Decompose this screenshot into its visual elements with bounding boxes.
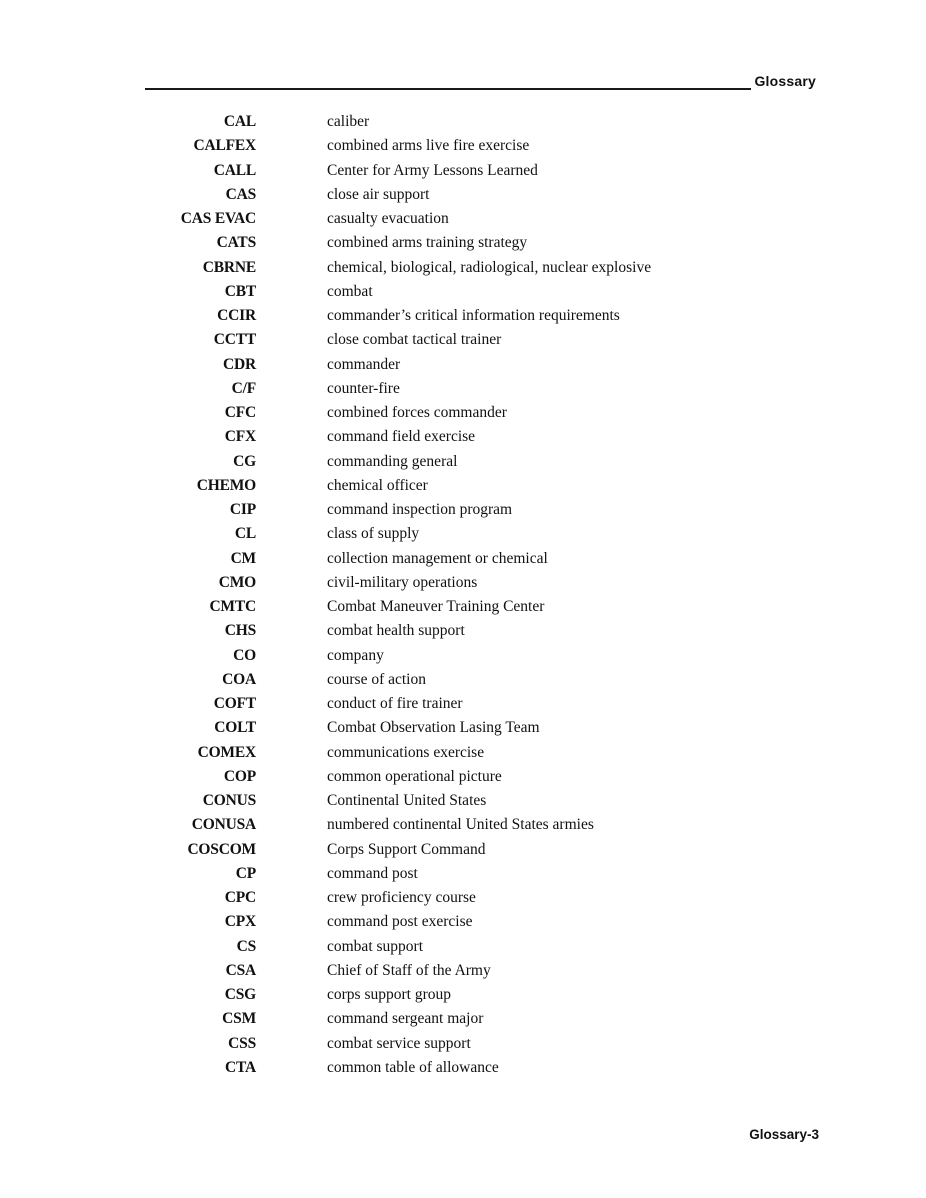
glossary-entry [0,329,926,353]
glossary-definition: command post exercise [327,913,473,931]
glossary-definition: course of action [327,670,426,688]
glossary-term: CS [236,937,256,955]
glossary-entry [0,984,926,1008]
glossary-term: CHS [224,622,256,640]
glossary-term: CCIR [217,307,256,324]
glossary-entry [0,766,926,790]
glossary-term: CBRNE [202,258,256,276]
glossary-definition: Center for Army Lessons Learned [327,161,538,179]
glossary-term: CP [235,864,256,882]
glossary-term: CAS EVAC [180,210,256,227]
glossary-definition: casualty evacuation [327,210,449,227]
glossary-term: COLT [214,719,256,737]
glossary-term: CONUSA [191,816,256,834]
glossary-definition: common table of allowance [327,1058,499,1076]
glossary-definition: corps support group [327,986,451,1003]
glossary-entry [0,257,926,281]
glossary-entry [0,911,926,935]
glossary-term: COP [223,767,256,785]
glossary-entry [0,645,926,669]
glossary-definition: civil-military operations [327,573,478,591]
glossary-entry [0,790,926,814]
glossary-entry [0,548,926,572]
glossary-term: CSA [225,961,256,979]
glossary-definition: communications exercise [327,743,485,761]
glossary-term: CONUS [202,792,256,809]
glossary-definition: Chief of Staff of the Army [327,961,491,979]
glossary-term: CTA [225,1058,256,1076]
glossary-term: CAL [223,113,256,130]
glossary-list [0,111,926,1081]
glossary-definition: Combat Observation Lasing Team [327,719,540,737]
glossary-definition: combat [327,282,373,300]
glossary-definition: common operational picture [327,767,502,785]
glossary-entry [0,281,926,305]
glossary-definition: Corps Support Command [327,840,486,858]
glossary-term: CMTC [209,598,256,615]
glossary-term: COFT [213,695,256,712]
glossary-entry [0,1057,926,1081]
glossary-definition: class of supply [327,525,420,543]
glossary-definition: crew proficiency course [327,889,476,906]
glossary-term: CL [234,525,256,543]
glossary-entry [0,523,926,547]
glossary-entry [0,184,926,208]
glossary-term: CCTT [213,331,256,349]
glossary-definition: combined arms training strategy [327,234,528,252]
glossary-entry [0,208,926,232]
glossary-entry [0,378,926,402]
page-header-title: Glossary [754,73,816,89]
glossary-entry [0,305,926,329]
glossary-definition: combat health support [327,622,465,640]
glossary-term: COSCOM [187,840,256,858]
glossary-definition: combat support [327,937,423,955]
glossary-term: CAS [225,185,256,203]
glossary-definition: collection management or chemical [327,549,548,567]
glossary-entry [0,160,926,184]
glossary-entry [0,814,926,838]
glossary-definition: close combat tactical trainer [327,331,502,349]
glossary-term: CDR [223,355,256,373]
glossary-entry [0,863,926,887]
glossary-entry [0,693,926,717]
glossary-definition: numbered continental United States armies [327,816,594,834]
glossary-entry [0,499,926,523]
glossary-entry [0,354,926,378]
glossary-term: CFX [224,428,256,446]
glossary-definition: command sergeant major [327,1010,484,1028]
glossary-term: CO [233,646,256,664]
glossary-definition: combat service support [327,1034,471,1052]
glossary-entry [0,402,926,426]
glossary-entry [0,475,926,499]
glossary-term: CG [233,452,256,470]
glossary-term: CSS [228,1034,256,1052]
glossary-definition: command inspection program [327,501,513,518]
glossary-term: CIP [229,501,256,518]
glossary-term: C/F [231,379,256,397]
glossary-definition: conduct of fire trainer [327,695,463,712]
glossary-definition: command field exercise [327,428,476,446]
glossary-definition: Combat Maneuver Training Center [327,598,545,615]
glossary-term: COMEX [197,743,256,761]
glossary-term: COA [222,670,256,688]
glossary-term: CFC [224,404,256,421]
glossary-term: CM [230,549,256,567]
glossary-entry [0,1033,926,1057]
glossary-term: CATS [216,234,256,252]
glossary-entry [0,669,926,693]
glossary-definition: counter-fire [327,379,400,397]
glossary-entry [0,620,926,644]
glossary-term: CALFEX [193,137,256,155]
glossary-term: CPC [224,889,256,906]
glossary-entry [0,596,926,620]
glossary-entry [0,839,926,863]
glossary-definition: chemical, biological, radiological, nuclear explosive [327,258,652,276]
glossary-definition: close air support [327,185,430,203]
glossary-definition: company [327,646,384,664]
glossary-term: CPX [224,913,256,931]
glossary-entry [0,936,926,960]
glossary-entry [0,232,926,256]
glossary-definition: caliber [327,113,370,130]
glossary-definition: commander’s critical information requirements [327,307,620,324]
glossary-term: CSM [222,1010,256,1028]
glossary-definition: Continental United States [327,792,487,809]
glossary-entry [0,1008,926,1032]
glossary-definition: command post [327,864,418,882]
glossary-entry [0,572,926,596]
header-rule [145,88,751,90]
glossary-term: CMO [218,573,256,591]
glossary-entry [0,887,926,911]
glossary-term: CHEMO [196,476,256,494]
glossary-definition: combined forces commander [327,404,507,421]
glossary-definition: commanding general [327,452,458,470]
glossary-term: CALL [213,161,256,179]
glossary-term: CBT [224,282,256,300]
glossary-entry [0,426,926,450]
glossary-term: CSG [224,986,256,1003]
glossary-definition: combined arms live fire exercise [327,137,530,155]
glossary-entry [0,717,926,741]
glossary-entry [0,742,926,766]
page-number: Glossary-3 [749,1127,819,1142]
glossary-definition: commander [327,355,401,373]
glossary-definition: chemical officer [327,476,428,494]
glossary-entry [0,960,926,984]
glossary-entry [0,111,926,135]
glossary-entry [0,451,926,475]
glossary-entry [0,135,926,159]
